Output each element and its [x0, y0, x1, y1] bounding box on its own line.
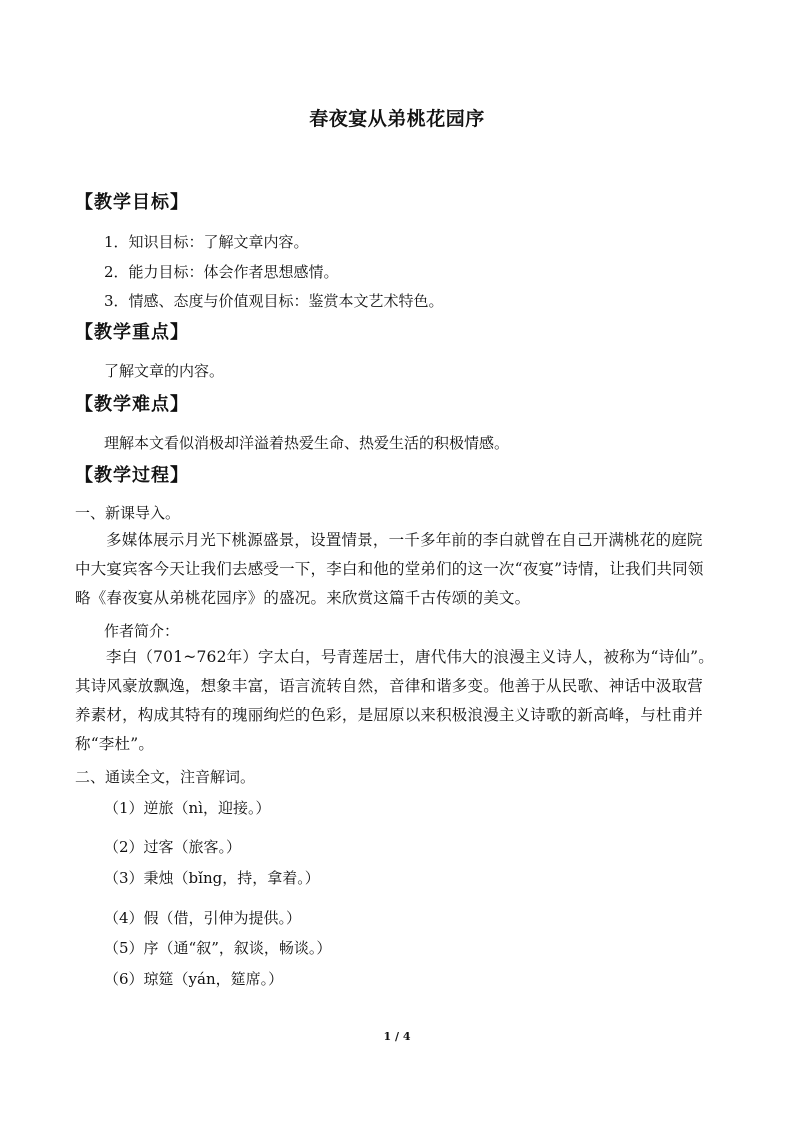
vocab-item: （4）假（借，引伸为提供。）: [104, 909, 302, 927]
vocab-item: （3）秉烛（bǐng，持，拿着。）: [104, 869, 320, 887]
page-title: 春夜宴从弟桃花园序: [309, 108, 485, 130]
key-points-heading: 【教学重点】: [75, 322, 189, 343]
step2-title: 二、通读全文，注音解词。: [75, 768, 256, 786]
author-paragraph: 李白（701~762年）字太白，号青莲居士，唐代伟大的浪漫主义诗人，被称为“诗仙”。其诗风豪放飘逸，想象丰富，语言流转自然，音律和谐多变。他善于从民歌、神话中汲取营养素材，构成其特有的瑰丽绚烂的色彩，是屈原以来积极浪漫主义诗歌的新高峰，与杜甫并称“李杜”。: [75, 648, 714, 753]
key-points-text: 了解文章的内容。: [104, 362, 225, 380]
vocab-item: （2）过客（旅客。）: [104, 838, 242, 856]
process-heading: 【教学过程】: [75, 465, 189, 486]
step1-title: 一、新课导入。: [75, 504, 181, 522]
goal-item: 2．能力目标：体会作者思想感情。: [104, 263, 339, 281]
goal-item: 3．情感、态度与价值观目标：鉴赏本文艺术特色。: [104, 292, 444, 310]
vocab-item: （5）序（通“叙”，叙谈，畅谈。）: [104, 939, 332, 957]
goals-heading: 【教学目标】: [75, 192, 189, 213]
vocab-item: （1）逆旅（nì，迎接。）: [104, 799, 271, 817]
intro-paragraph: 多媒体展示月光下桃源盛景，设置情景，一千多年前的李白就曾在自己开满桃花的庭院中大宴宾客今天让我们去感受一下，李白和他的堂弟们的这一次“夜宴”诗情，让我们共同领略《春夜宴从弟桃花园序》的盛况。来欣赏这篇千古传颂的美文。: [75, 531, 704, 607]
vocab-item: （6）琼筵（yán，筵席。）: [104, 970, 284, 988]
difficulties-text: 理解本文看似消极却洋溢着热爱生命、热爱生活的积极情感。: [104, 434, 510, 452]
goal-item: 1．知识目标：了解文章内容。: [104, 233, 309, 251]
page-number: 1 / 4: [383, 1030, 411, 1043]
difficulties-heading: 【教学难点】: [75, 394, 189, 415]
author-label: 作者简介：: [104, 622, 180, 640]
